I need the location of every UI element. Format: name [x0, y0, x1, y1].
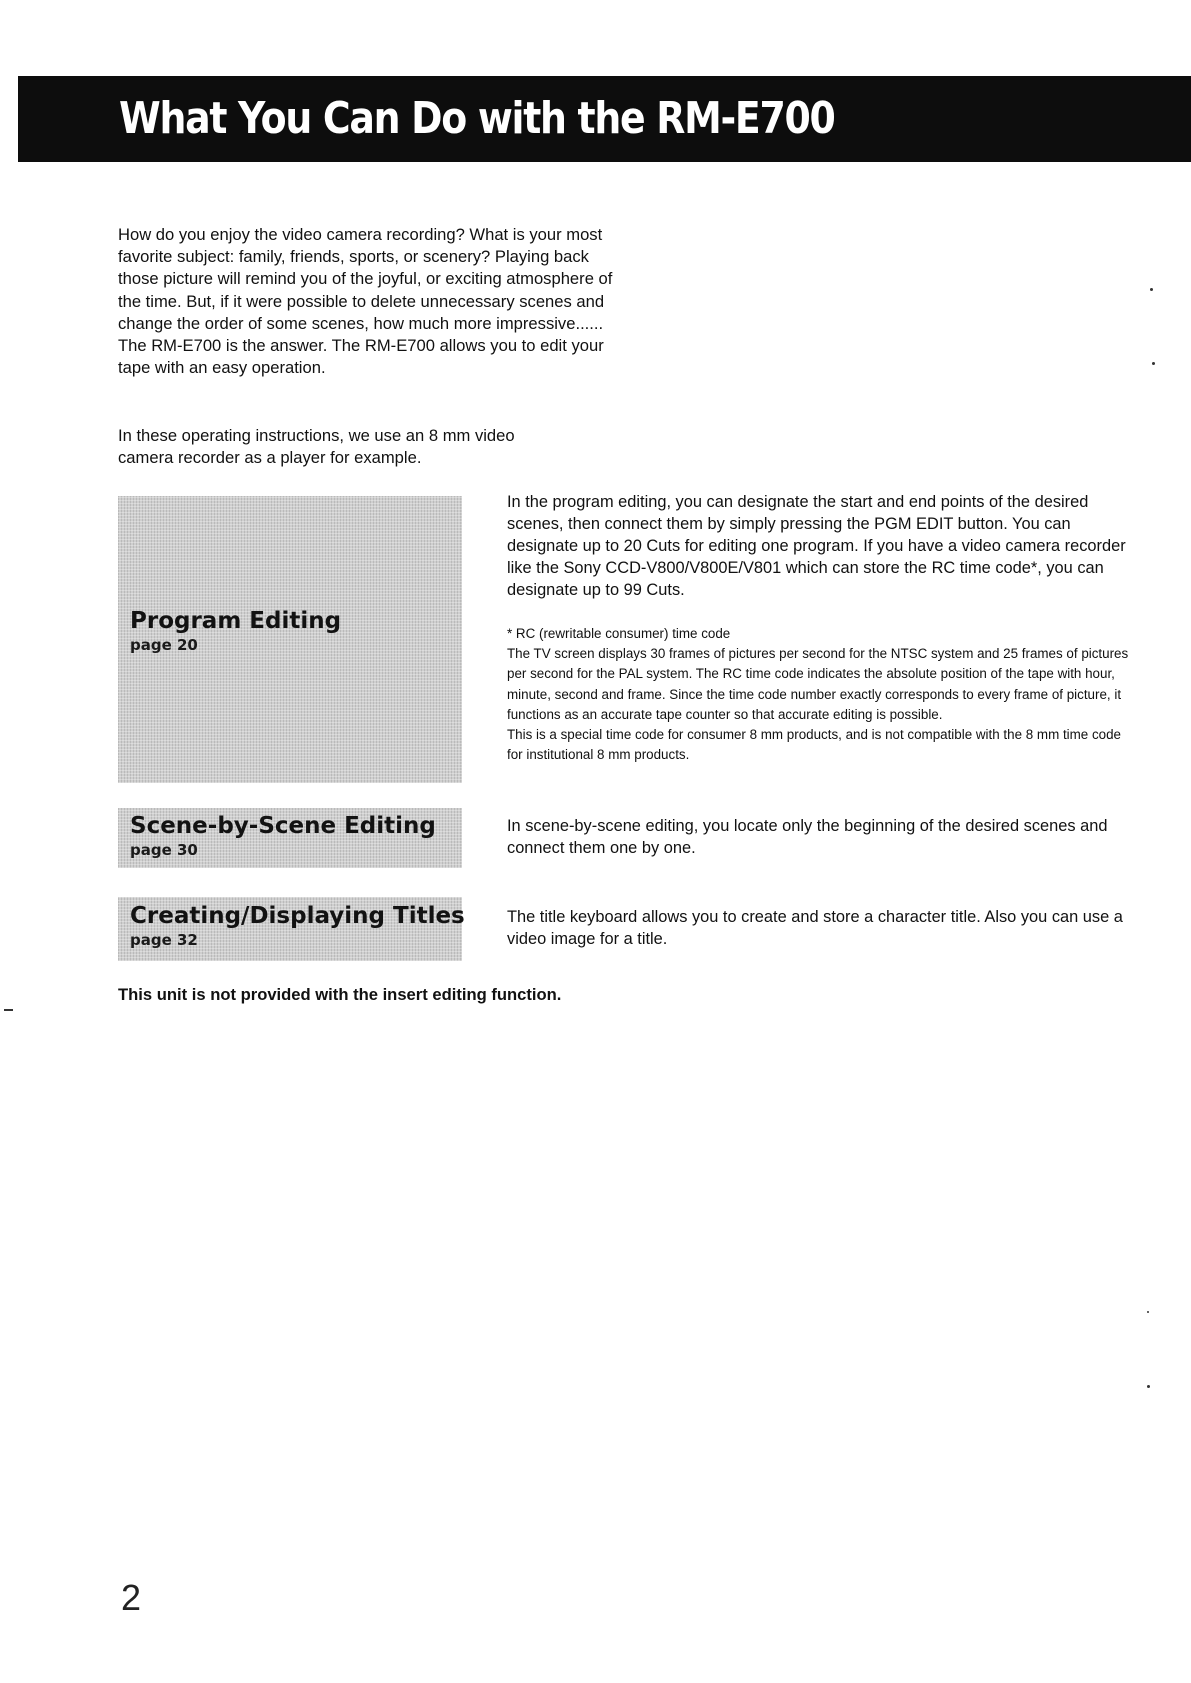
intro-paragraph-2	[118, 425, 568, 469]
scan-speck	[1150, 288, 1153, 291]
feature-title-titles: Creating/Displaying Titles	[130, 903, 465, 929]
intro-paragraph-1	[118, 224, 618, 379]
feature-box-program-editing	[118, 496, 462, 783]
scene-editing-text: In scene-by-scene editing, you locate only the beginning of the desired scenes and connect them one by one.	[507, 817, 1108, 857]
feature-box-scene-editing	[118, 808, 462, 868]
title-bar	[18, 76, 1191, 162]
feature-box-titles	[118, 897, 465, 961]
footnote-heading: * RC (rewritable consumer) time code	[507, 626, 731, 641]
feature-description-titles	[507, 906, 1137, 950]
scan-speck	[1147, 1385, 1150, 1388]
scan-mark	[4, 1009, 13, 1011]
feature-page-program-editing: page 20	[130, 636, 198, 654]
insert-editing-notice: This unit is not provided with the insert editing function.	[118, 985, 562, 1004]
feature-title-scene-editing: Scene-by-Scene Editing	[130, 813, 436, 839]
feature-description-scene-editing	[507, 815, 1137, 859]
feature-page-scene-editing: page 30	[130, 841, 198, 859]
titles-text: The title keyboard allows you to create and store a character title. Also you can use a video image for a title.	[507, 908, 1123, 948]
feature-title-program-editing: Program Editing	[130, 608, 342, 634]
footnote-text-2: This is a special time code for consumer 8 mm products, and is not compatible with the 8 mm time code for institutional 8 mm products.	[507, 727, 1121, 763]
scan-speck	[1147, 1311, 1149, 1313]
intro-text-1: How do you enjoy the video camera recording? What is your most favorite subject: family, friends, sports, or scenery? Playing back those picture will remind you of the joyful, or exciting atmosphere of the time. But, if it were possible to delete unnecessary scenes and change the order of some scenes, how much more impressive...... The RM-E700 is the answer. The RM-E700 allows you to edit your tape with an easy operation.	[118, 225, 613, 378]
page-number: 2	[121, 1577, 142, 1618]
feature-description-program-editing	[507, 491, 1137, 601]
feature-page-titles: page 32	[130, 931, 198, 949]
page-title: What You Can Do with the RM-E700	[119, 93, 835, 144]
footnote	[507, 624, 1137, 765]
scan-speck	[1152, 362, 1155, 365]
footnote-text-1: The TV screen displays 30 frames of pictures per second for the NTSC system and 25 frames of pictures per second for the PAL system. The RC time code indicates the absolute position of the tape with hour, minute, second and frame. Since the time code number exactly corresponds to every frame of picture, it functions as an accurate tape counter so that accurate editing is possible.	[507, 646, 1129, 722]
program-editing-text: In the program editing, you can designate the start and end points of the desired scenes, then connect them by simply pressing the PGM EDIT button. You can designate up to 20 Cuts for editing one program. If you have a video camera recorder like the Sony CCD-V800/V800E/V801 which can store the RC time code*, you can designate up to 99 Cuts.	[507, 493, 1126, 599]
intro-text-2: In these operating instructions, we use an 8 mm video camera recorder as a player for example.	[118, 426, 515, 468]
